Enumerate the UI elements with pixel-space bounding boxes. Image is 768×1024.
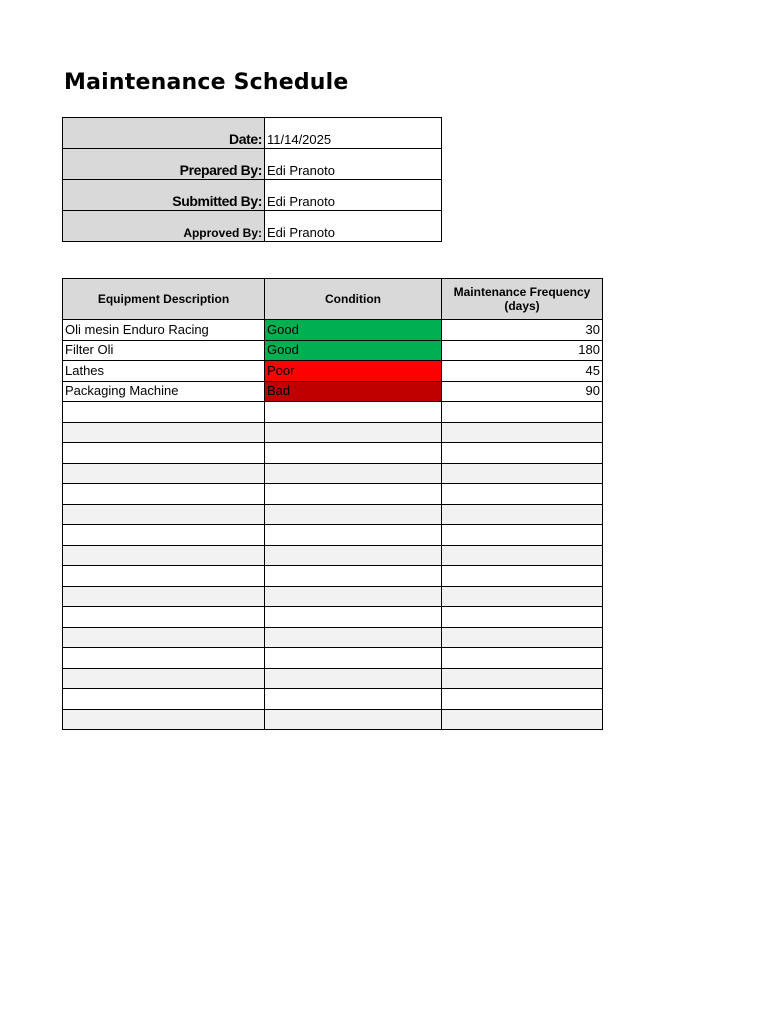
condition-cell[interactable] — [265, 484, 442, 505]
frequency-cell[interactable] — [442, 525, 603, 546]
condition-cell[interactable]: Good — [265, 320, 442, 341]
equipment-cell[interactable] — [63, 402, 265, 423]
equipment-cell[interactable]: Lathes — [63, 361, 265, 382]
table-row — [63, 668, 603, 689]
frequency-cell[interactable] — [442, 463, 603, 484]
equipment-cell[interactable] — [63, 648, 265, 669]
approved-by-label: Approved By: — [63, 211, 265, 242]
frequency-cell[interactable]: 180 — [442, 340, 603, 361]
table-row — [63, 381, 603, 402]
table-row — [63, 463, 603, 484]
frequency-cell[interactable] — [442, 443, 603, 464]
condition-cell[interactable]: Bad — [265, 381, 442, 402]
frequency-cell[interactable] — [442, 504, 603, 525]
frequency-cell[interactable] — [442, 689, 603, 710]
condition-cell[interactable] — [265, 443, 442, 464]
condition-cell[interactable] — [265, 422, 442, 443]
submitted-by-row — [63, 180, 442, 211]
equipment-cell[interactable] — [63, 443, 265, 464]
equipment-cell[interactable] — [63, 607, 265, 628]
frequency-cell[interactable] — [442, 422, 603, 443]
frequency-cell[interactable] — [442, 607, 603, 628]
approved-by-value[interactable]: Edi Pranoto — [265, 211, 442, 242]
table-row — [63, 545, 603, 566]
header-maintenance-frequency: Maintenance Frequency (days) — [442, 279, 603, 320]
submitted-by-value[interactable]: Edi Pranoto — [265, 180, 442, 211]
frequency-cell[interactable] — [442, 668, 603, 689]
header-condition: Condition — [265, 279, 442, 320]
condition-cell[interactable] — [265, 586, 442, 607]
condition-cell[interactable] — [265, 668, 442, 689]
prepared-by-label: Prepared By: — [63, 149, 265, 180]
table-row — [63, 566, 603, 587]
prepared-by-value[interactable]: Edi Pranoto — [265, 149, 442, 180]
page-title: Maintenance Schedule — [64, 70, 349, 95]
frequency-cell[interactable] — [442, 566, 603, 587]
equipment-cell[interactable] — [63, 545, 265, 566]
equipment-cell[interactable] — [63, 689, 265, 710]
equipment-table-header — [63, 279, 603, 320]
prepared-by-row — [63, 149, 442, 180]
table-row — [63, 361, 603, 382]
frequency-cell[interactable] — [442, 545, 603, 566]
date-label: Date: — [63, 118, 265, 149]
equipment-cell[interactable] — [63, 566, 265, 587]
info-table — [62, 117, 442, 242]
condition-cell[interactable] — [265, 402, 442, 423]
condition-cell[interactable] — [265, 545, 442, 566]
equipment-table-body — [63, 320, 603, 730]
table-row — [63, 484, 603, 505]
frequency-cell[interactable] — [442, 402, 603, 423]
equipment-cell[interactable]: Filter Oli — [63, 340, 265, 361]
table-row — [63, 504, 603, 525]
condition-cell[interactable] — [265, 463, 442, 484]
date-row — [63, 118, 442, 149]
condition-cell[interactable] — [265, 504, 442, 525]
date-value[interactable]: 11/14/2025 — [265, 118, 442, 149]
condition-cell[interactable]: Poor — [265, 361, 442, 382]
equipment-cell[interactable] — [63, 586, 265, 607]
frequency-cell[interactable] — [442, 709, 603, 730]
equipment-cell[interactable] — [63, 422, 265, 443]
submitted-by-label: Submitted By: — [63, 180, 265, 211]
table-row — [63, 648, 603, 669]
equipment-cell[interactable]: Packaging Machine — [63, 381, 265, 402]
condition-cell[interactable] — [265, 709, 442, 730]
condition-cell[interactable] — [265, 566, 442, 587]
equipment-cell[interactable] — [63, 463, 265, 484]
equipment-cell[interactable] — [63, 484, 265, 505]
approved-by-row — [63, 211, 442, 242]
frequency-cell[interactable]: 30 — [442, 320, 603, 341]
equipment-cell[interactable] — [63, 668, 265, 689]
frequency-cell[interactable] — [442, 648, 603, 669]
equipment-cell[interactable] — [63, 525, 265, 546]
table-row — [63, 627, 603, 648]
table-row — [63, 586, 603, 607]
table-row — [63, 689, 603, 710]
header-equipment-description: Equipment Description — [63, 279, 265, 320]
table-row — [63, 340, 603, 361]
condition-cell[interactable] — [265, 627, 442, 648]
frequency-cell[interactable] — [442, 586, 603, 607]
table-row — [63, 443, 603, 464]
equipment-table — [62, 278, 603, 730]
condition-cell[interactable]: Good — [265, 340, 442, 361]
table-row — [63, 422, 603, 443]
table-row — [63, 402, 603, 423]
condition-cell[interactable] — [265, 607, 442, 628]
equipment-cell[interactable]: Oli mesin Enduro Racing — [63, 320, 265, 341]
table-row — [63, 320, 603, 341]
condition-cell[interactable] — [265, 525, 442, 546]
frequency-cell[interactable]: 90 — [442, 381, 603, 402]
table-row — [63, 709, 603, 730]
frequency-cell[interactable] — [442, 627, 603, 648]
table-row — [63, 607, 603, 628]
frequency-cell[interactable]: 45 — [442, 361, 603, 382]
equipment-cell[interactable] — [63, 627, 265, 648]
equipment-cell[interactable] — [63, 709, 265, 730]
table-row — [63, 525, 603, 546]
condition-cell[interactable] — [265, 689, 442, 710]
condition-cell[interactable] — [265, 648, 442, 669]
frequency-cell[interactable] — [442, 484, 603, 505]
equipment-cell[interactable] — [63, 504, 265, 525]
